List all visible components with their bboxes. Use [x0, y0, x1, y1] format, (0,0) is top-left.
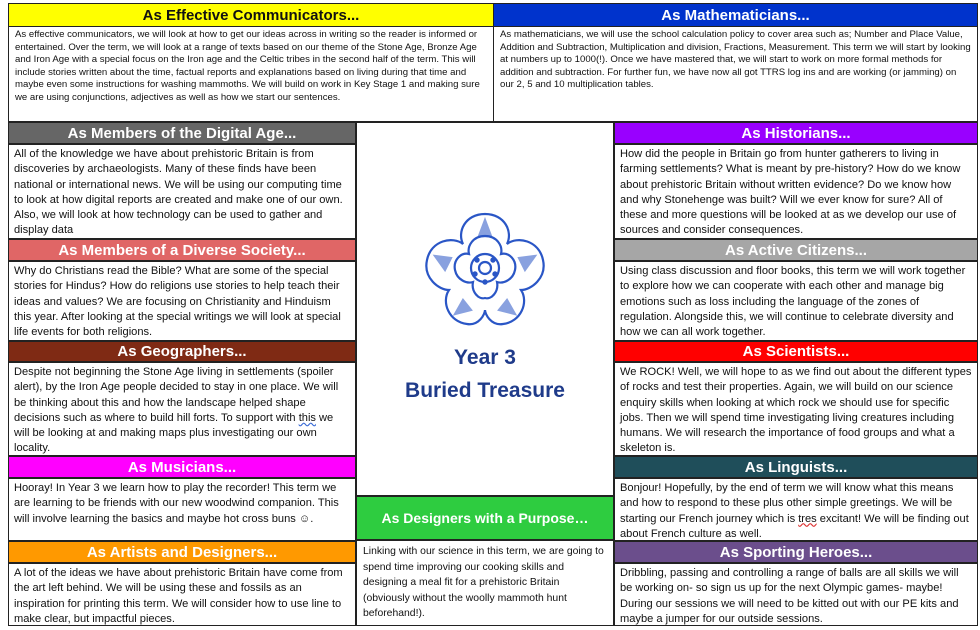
- geographers-header: [8, 341, 356, 362]
- linguists-text-b: excitant! We will be finding out about French culture as well.: [620, 512, 969, 540]
- designers-text: Linking with our science in this term, we are going to spend time improving our cooking skills and designing a meal fit for a prehistoric Britain (obviously without the woolly mammoth hunt beforehand!).: [356, 540, 614, 626]
- theme-title: Buried Treasure: [405, 379, 565, 402]
- sporting-text: Dribbling, passing and controlling a range of balls are all skills we will be working on- so sign us up for the next Olympic games- maybe! During our sessions we will need to be kitted out with our PE kits and maybe a jumper for our outside sessions.: [614, 563, 978, 626]
- mathematicians-title: As Mathematicians...: [661, 6, 810, 24]
- musicians-header: [8, 456, 356, 478]
- linguists-text-a: Bonjour! Hopefully, by the end of term we will know what this means and how to respond to these plus other simple greetings. We will be starting our French journey which is: [620, 482, 954, 525]
- diverse-text: Why do Christians read the Bible? What are some of the special stories for Hindus? How do religions use stories to help teach their ideas and values? We are focusing on Christianity and Hinduism this year. After looking at the special writings we will look at special life events for both religions.: [8, 261, 356, 341]
- diverse-title: As Members of a Diverse Society...: [58, 241, 306, 259]
- citizens-header: [614, 239, 978, 261]
- linguists-text: [614, 478, 978, 541]
- sporting-title: As Sporting Heroes...: [719, 543, 873, 561]
- musicians-text: Hooray! In Year 3 we learn how to play the recorder! This term we are learning to be friends with our new woodwind companion. This will involve learning the basics and maybe hot cross buns ☺.: [8, 478, 356, 541]
- scientists-title: As Scientists...: [742, 343, 850, 360]
- designers-header: [356, 496, 614, 540]
- artists-text: A lot of the ideas we have about prehistoric Britain have come from the art left behind. We will be using these and fossils as an inspiration for printing this term. We will consider how to use line to make clear, but impactful pieces.: [8, 563, 356, 626]
- linguists-title: As Linguists...: [744, 458, 848, 476]
- digital-header: [8, 122, 356, 144]
- mathematicians-header: [493, 3, 978, 27]
- designers-title: As Designers with a Purpose…: [381, 510, 589, 526]
- historians-title: As Historians...: [741, 124, 851, 142]
- digital-text: All of the knowledge we have about prehistoric Britain is from discoveries by archaeologists. Many of these finds have been national or international news. We will be using our computing time to look at how digital reports are created and make one of our own. Also, we will look at how technology can be used to gather and display data: [8, 144, 356, 239]
- linguists-text-word: tres: [798, 512, 817, 525]
- scientists-header: [614, 341, 978, 362]
- citizens-title: As Active Citizens...: [725, 241, 867, 259]
- historians-header: [614, 122, 978, 144]
- sporting-header: [614, 541, 978, 563]
- geographers-title: As Geographers...: [117, 343, 247, 360]
- geographers-text-a: Despite not beginning the Stone Age living in settlements (spoiler alert), by the Iron Age people decided to stay in one place. We will be thinking about this and how the landscape helped shape decisions such as where to build hill forts. To support with: [14, 366, 339, 424]
- scientists-text: We ROCK! Well, we will hope to as we find out about the different types of rocks and test their properties. Again, we will build on our science enquiry skills when looking at which rock we should use for specific jobs. Then we will spend time investigating living creatures including humans. We will research the importance of food groups and what a skeleton is.: [614, 362, 978, 456]
- geographers-text: [8, 362, 356, 456]
- digital-title: As Members of the Digital Age...: [67, 124, 297, 142]
- communicators-text: As effective communicators, we will look at how to get our ideas across in writing so the reader is informed or entertained. Over the term, we will look at a range of texts based on our theme of the Stone Age, Bronze Age and Iron Age with a special focus on the Iron age and the Celtic tribes in the second half of the term. This will include stories written about the time, factual reports and explanations based on living during that time and maybe even some instructions for washing mammoths. We will build on work in Key Stage 1 and making sure we are using conjunctions, adjectives as well as how we start our sentences.: [8, 26, 494, 122]
- linguists-header: [614, 456, 978, 478]
- historians-text: How did the people in Britain go from hunter gatherers to living in farming settlements? What is meant by pre-history? How do we know about prehistoric Britain without written evidence? Do we know how and why Stonehenge was built? Will we ever know for sure? All of these and more questions will be looked at as we develop our use of sources and consider consequences.: [614, 144, 978, 239]
- mathematicians-text: As mathematicians, we will use the school calculation policy to cover area such as; Number and Place Value, Addition and Subtraction, Multiplication and division, Fractions, Measurement. This term we will start by looking at numbers up to 1000(!). Once we have mastered that, we will start to work on more formal methods for addition and subtraction. For further fun, we have now all got TTRS log ins and are working (or jamming) on our 2, 5 and 10 multiplication tables.: [493, 26, 978, 122]
- artists-title: As Artists and Designers...: [86, 543, 278, 561]
- geographers-text-word: this: [298, 411, 316, 424]
- diverse-header: [8, 239, 356, 261]
- communicators-title: As Effective Communicators...: [142, 6, 360, 24]
- geographers-text-b: we will be looking at and making maps plus investigating our own locality.: [14, 411, 334, 455]
- year-title: Year 3: [454, 346, 516, 369]
- communicators-header: [8, 3, 494, 27]
- musicians-title: As Musicians...: [127, 458, 237, 476]
- artists-header: [8, 541, 356, 563]
- citizens-text: Using class discussion and floor books, this term we will work together to explore how we can cooperate with each other and manage big emotions such as loss including the language of the zones of regulation. Alongside this, we will continue to celebrate diversity and how we can all work together.: [614, 261, 978, 341]
- yorkshire-rose-icon: [417, 210, 553, 330]
